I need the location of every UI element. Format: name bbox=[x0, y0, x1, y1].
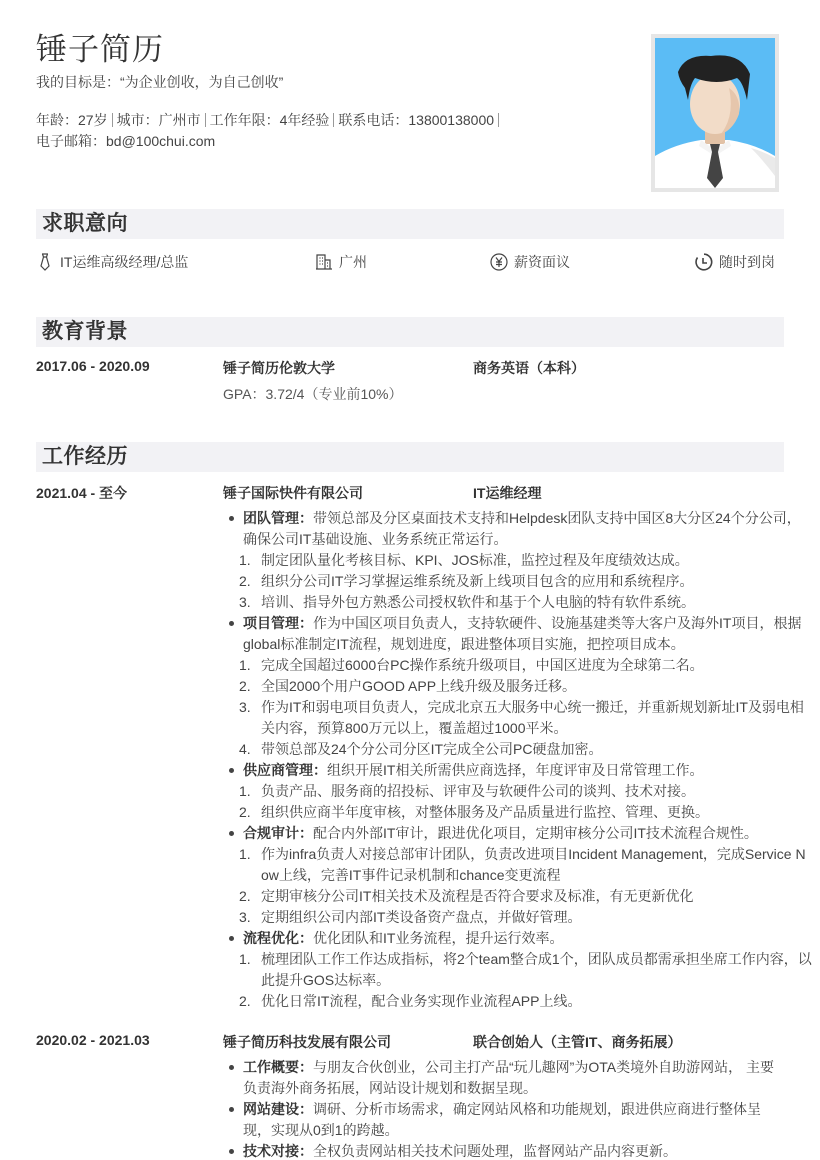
work-bullet bbox=[225, 1057, 785, 1099]
phone: 联系电话：13800138000 bbox=[338, 112, 495, 128]
work-point: 1. 作为infra负责人对接总部审计团队，负责改进项目Incident Management，完成Service Now上线，完善IT事件记录机制和chance变更流程 bbox=[239, 846, 806, 883]
work-details bbox=[225, 1057, 785, 1160]
work-point: 2. 组织供应商半年度审核，对整体服务及产品质量进行监控、管理、更换。 bbox=[239, 804, 709, 820]
bullet-text: 带领总部及分区桌面技术支持和Helpdesk团队支持中国区8大分区24个分公司，确保公司IT基础设施、业务系统正常运行。 bbox=[243, 510, 801, 547]
profile-photo bbox=[651, 34, 779, 192]
work-point: 2. 定期审核分公司IT相关技术及流程是否符合要求及标准，有无更新优化 bbox=[239, 888, 694, 904]
work-bullet bbox=[225, 1141, 785, 1160]
city: 城市：广州市 bbox=[116, 112, 201, 128]
work-point: 2. 组织分公司IT学习掌握运维系统及新上线项目包含的应用和系统程序。 bbox=[239, 573, 694, 589]
divider bbox=[333, 113, 334, 127]
job-role: IT运维经理 bbox=[473, 485, 542, 501]
work-point: 1. 制定团队量化考核目标、KPI、JOS标准，监控过程及年度绩效达成。 bbox=[239, 552, 689, 568]
job-role: 联合创始人（主管IT、商务拓展） bbox=[473, 1034, 682, 1050]
work-years: 工作年限：4年经验 bbox=[209, 112, 330, 128]
intent-position bbox=[36, 252, 188, 272]
bullet-title: 技术对接： bbox=[243, 1143, 313, 1159]
tie-icon bbox=[36, 253, 54, 271]
divider bbox=[498, 113, 499, 127]
work-point: 3. 作为IT和弱电项目负责人，完成北京五大服务中心统一搬迁，并重新规划新址IT及弱电相关内容，预算800万元以上，覆盖超过1000平米。 bbox=[239, 699, 804, 736]
intent-city-label: 广州 bbox=[339, 254, 367, 270]
work-details bbox=[225, 508, 813, 1012]
bullet-text: 与朋友合伙创业，公司主打产品“玩儿趣网”为OTA类境外自助游网站， 主要负责海外商务拓展，网站设计规划和数据呈现。 bbox=[243, 1059, 774, 1096]
divider bbox=[205, 113, 206, 127]
gpa: GPA：3.72/4（专业前10%） bbox=[223, 386, 403, 402]
section-title-intent: 求职意向 bbox=[36, 209, 784, 239]
job-intent bbox=[36, 252, 784, 274]
major: 商务英语（本科） bbox=[473, 360, 585, 376]
intent-salary bbox=[490, 252, 570, 272]
work-point: 3. 定期组织公司内部IT类设备资产盘点，并做好管理。 bbox=[239, 909, 582, 925]
work-date: 2021.04 - 至今 bbox=[36, 485, 128, 501]
intent-salary-label: 薪资面议 bbox=[514, 254, 570, 270]
avatar-icon bbox=[655, 38, 775, 188]
intent-city bbox=[315, 252, 367, 272]
yen-icon bbox=[490, 253, 508, 271]
bullet-title: 工作概要： bbox=[243, 1059, 313, 1075]
bullet-title: 团队管理： bbox=[243, 510, 313, 526]
divider bbox=[112, 113, 113, 127]
work-bullet bbox=[225, 823, 813, 844]
intent-availability bbox=[695, 252, 775, 272]
work-point: 3. 培训、指导外包方熟悉公司授权软件和基于个人电脑的特有软件系统。 bbox=[239, 594, 695, 610]
career-goal: 我的目标是：“为企业创收，为自己创收” bbox=[36, 74, 284, 90]
clock-icon bbox=[695, 253, 713, 271]
work-point: 1. 负责产品、服务商的招投标、评审及与软硬件公司的谈判、技术对接。 bbox=[239, 783, 695, 799]
intent-position-label: IT运维高级经理/总监 bbox=[60, 254, 189, 270]
work-bullet bbox=[225, 760, 813, 781]
intent-availability-label: 随时到岗 bbox=[719, 254, 775, 270]
resume-header bbox=[36, 30, 636, 152]
education-date: 2017.06 - 2020.09 bbox=[36, 358, 150, 374]
bullet-text: 组织开展IT相关所需供应商选择，年度评审及日常管理工作。 bbox=[327, 762, 704, 778]
work-point: 2. 全国2000个用户GOOD APP上线升级及服务迁移。 bbox=[239, 678, 577, 694]
age: 年龄：27岁 bbox=[36, 112, 108, 128]
work-point: 1. 完成全国超过6000台PC操作系统升级项目，中国区进度为全球第二名。 bbox=[239, 657, 704, 673]
work-date: 2020.02 - 2021.03 bbox=[36, 1032, 150, 1048]
email: 电子邮箱：bd@100chui.com bbox=[36, 133, 216, 149]
bullet-text: 配合内外部IT审计，跟进优化项目，定期审核分公司IT技术流程合规性。 bbox=[313, 825, 758, 841]
bullet-title: 项目管理： bbox=[243, 615, 313, 631]
company-name: 锤子国际快件有限公司 bbox=[223, 485, 363, 501]
bullet-title: 供应商管理： bbox=[243, 762, 327, 778]
work-point: 1. 梳理团队工作工作达成指标，将2个team整合成1个，团队成员都需承担坐席工作内容，以此提升GOS达标率。 bbox=[239, 951, 812, 988]
work-point: 4. 带领总部及24个分公司分区IT完成全公司PC硬盘加密。 bbox=[239, 741, 603, 757]
bullet-title: 网站建设： bbox=[243, 1101, 313, 1117]
bullet-text: 作为中国区项目负责人，支持软硬件、设施基建类等大客户及海外IT项目，根据global标准制定IT流程，规划进度，跟进整体项目实施，把控项目成本。 bbox=[243, 615, 802, 652]
work-bullet bbox=[225, 1099, 785, 1141]
work-bullet bbox=[225, 928, 813, 949]
personal-info bbox=[36, 110, 636, 152]
section-title-work: 工作经历 bbox=[36, 442, 784, 472]
work-point: 2. 优化日常IT流程，配合业务实现作业流程APP上线。 bbox=[239, 993, 582, 1009]
school-name: 锤子简历伦敦大学 bbox=[223, 360, 335, 376]
section-title-education: 教育背景 bbox=[36, 317, 784, 347]
company-name: 锤子简历科技发展有限公司 bbox=[223, 1034, 391, 1050]
bullet-text: 调研、分析市场需求，确定网站风格和功能规划，跟进供应商进行整体呈 现，实现从0到1的跨越。 bbox=[243, 1101, 761, 1138]
work-bullet bbox=[225, 613, 813, 655]
bullet-title: 合规审计： bbox=[243, 825, 313, 841]
bullet-text: 全权负责网站相关技术问题处理，监督网站产品内容更新。 bbox=[313, 1143, 677, 1159]
bullet-text: 优化团队和IT业务流程，提升运行效率。 bbox=[313, 930, 564, 946]
work-bullet bbox=[225, 508, 813, 550]
building-icon bbox=[315, 253, 333, 271]
bullet-title: 流程优化： bbox=[243, 930, 313, 946]
resume-name: 锤子简历 bbox=[36, 32, 164, 67]
